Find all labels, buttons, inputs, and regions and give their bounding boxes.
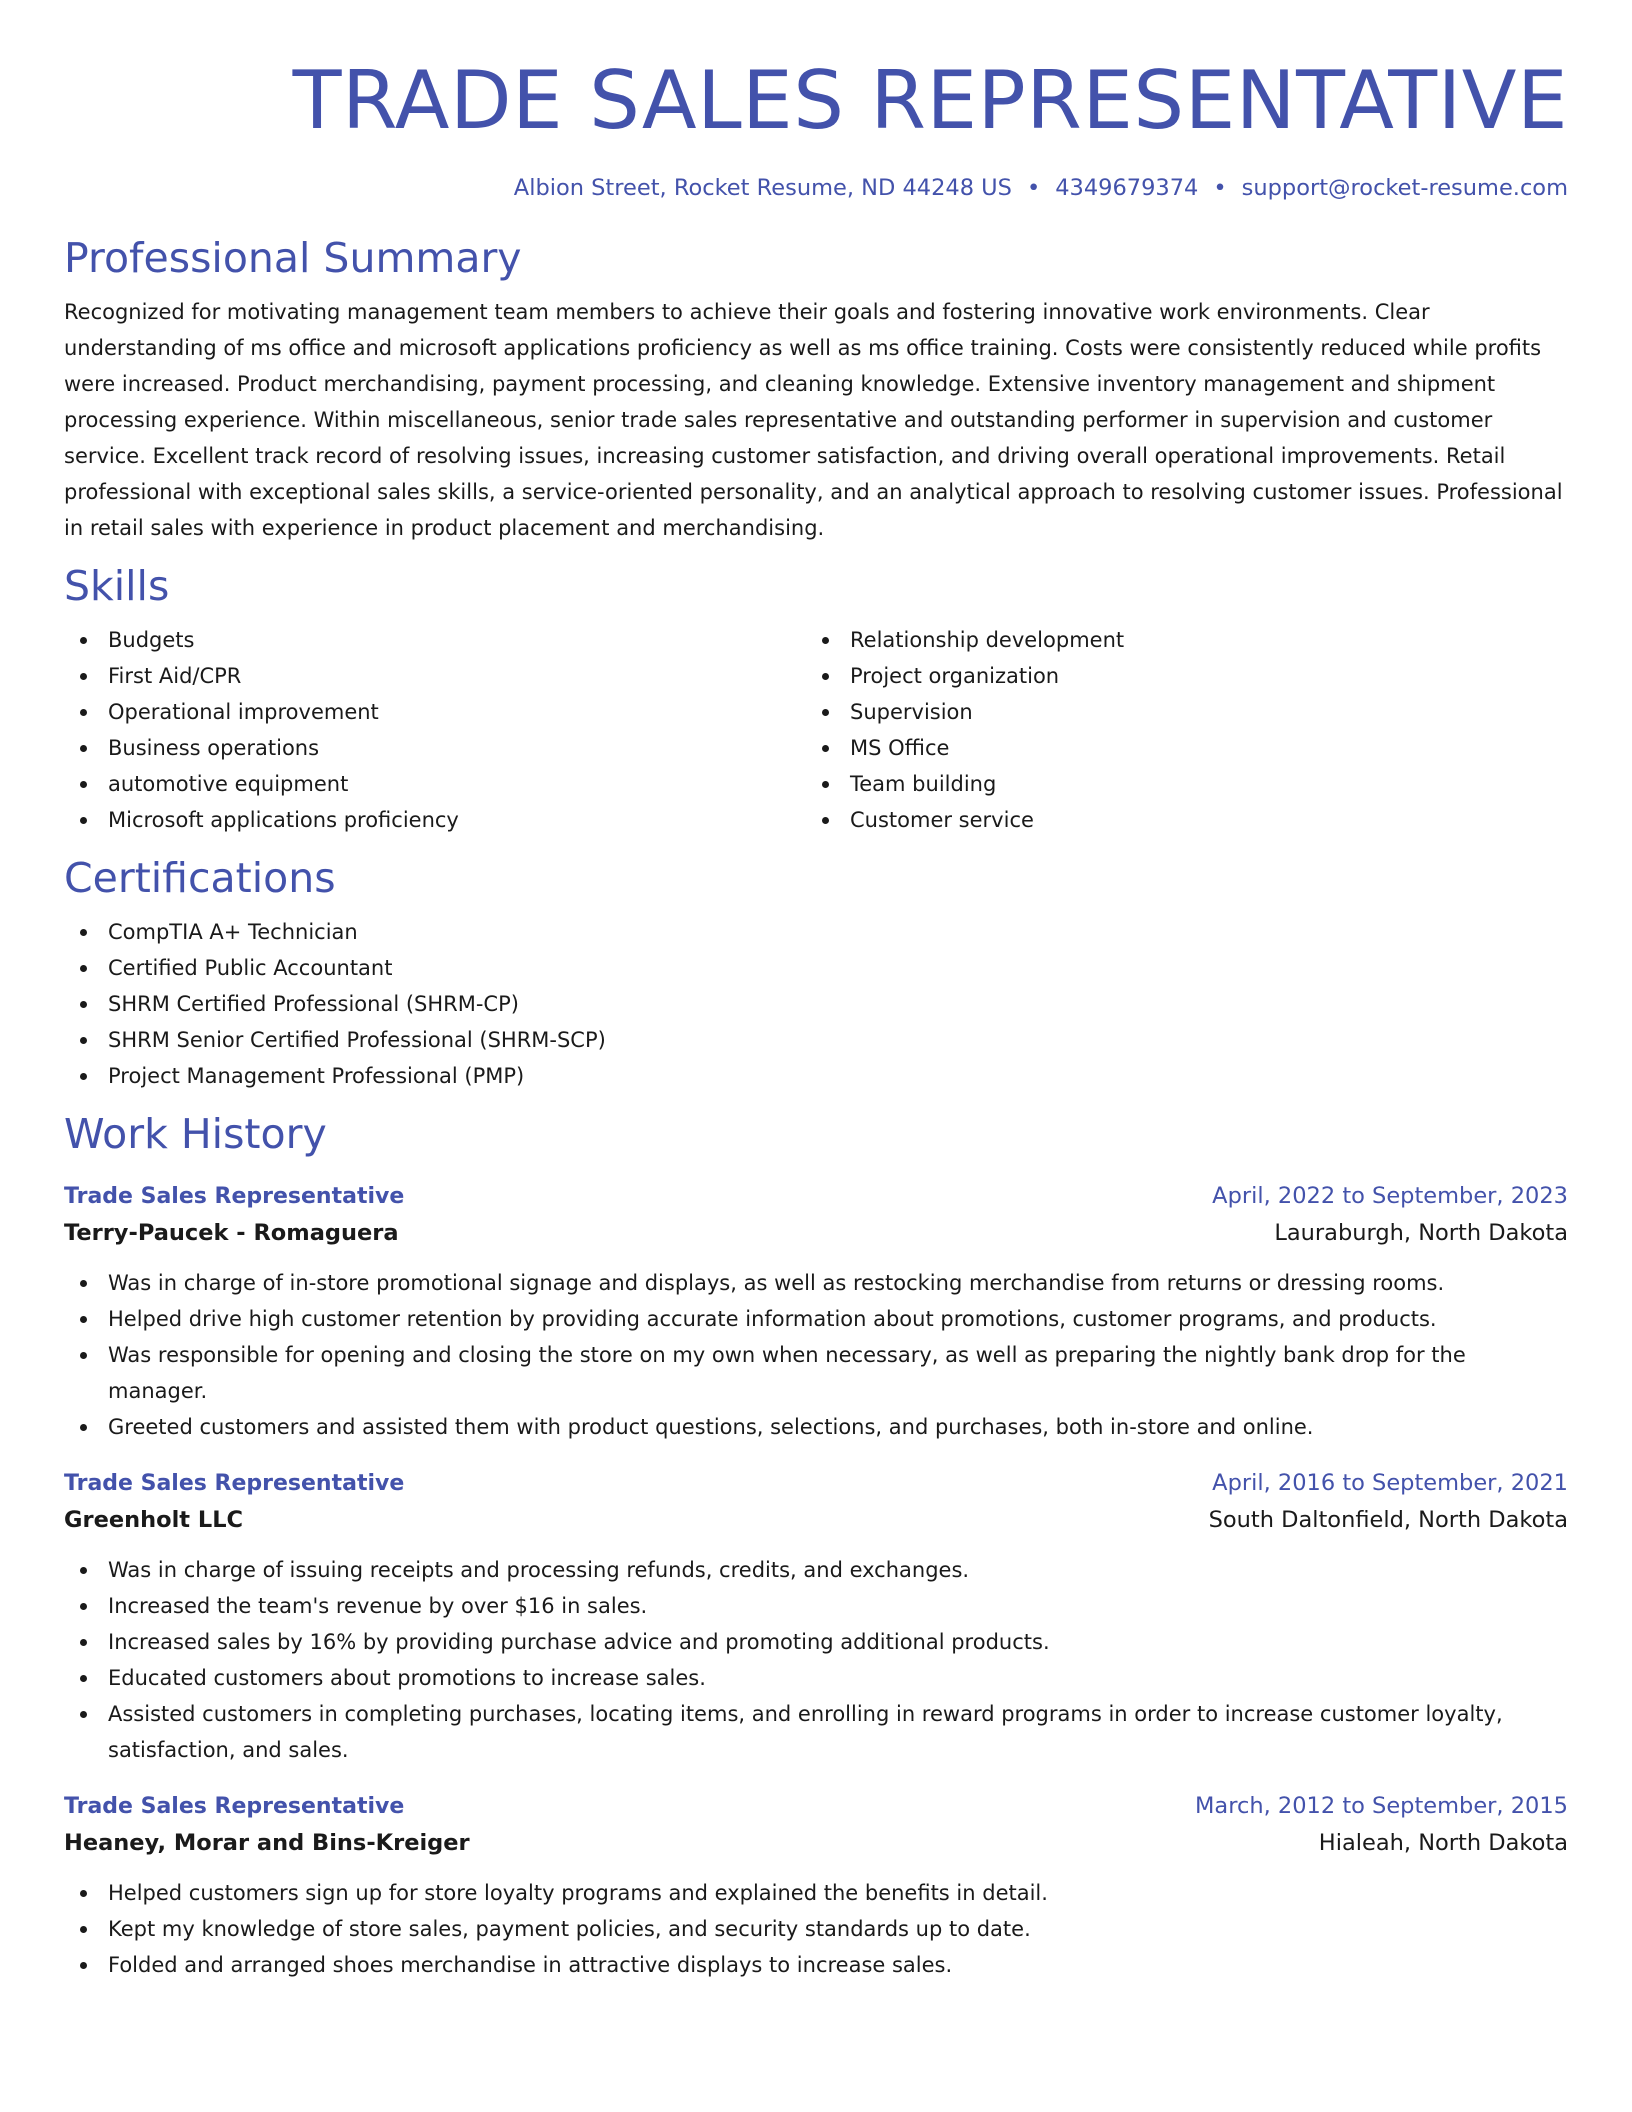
- skill-item: Relationship development: [806, 622, 1548, 658]
- job-header-row: [64, 1180, 1568, 1213]
- certification-item: SHRM Certified Professional (SHRM-CP): [64, 986, 1568, 1022]
- job-dates: April, 2016 to September, 2021: [1212, 1470, 1568, 1496]
- skill-item: Business operations: [64, 730, 806, 766]
- certification-item: SHRM Senior Certified Professional (SHRM-SCP): [64, 1022, 1568, 1058]
- resume-name: TRADE SALES REPRESENTATIVE: [292, 54, 1568, 147]
- job-bullet: Increased the team's revenue by over $16 in sales.: [64, 1588, 1568, 1624]
- skill-item: First Aid/CPR: [64, 658, 806, 694]
- skills-column-right: [806, 622, 1548, 838]
- contact-phone: 4349679374: [1055, 175, 1199, 201]
- certification-item: Certified Public Accountant: [64, 950, 1568, 986]
- skill-item: Operational improvement: [64, 694, 806, 730]
- summary-text: Recognized for motivating management team members to achieve their goals and fostering innovative work environments. Clear understanding of ms office and microsoft applications proficiency as well as ms office training. Costs were consistently reduced while profits were increased. Product merchandising, payment processing, and cleaning knowledge. Extensive inventory management and shipment processing experience. Within miscellaneous, senior trade sales representative and outstanding performer in supervision and customer service. Excellent track record of resolving issues, increasing customer satisfaction, and driving overall operational improvements. Retail professional with exceptional sales skills, a service-oriented personality, and an analytical approach to resolving customer issues. Professional in retail sales with experience in product placement and merchandising.: [64, 300, 1563, 540]
- contact-separator: •: [1026, 175, 1041, 201]
- job-bullets: [64, 1265, 1568, 1445]
- skills-list-right: [806, 622, 1548, 838]
- skill-item: Microsoft applications proficiency: [64, 802, 806, 838]
- job-dates: April, 2022 to September, 2023: [1212, 1183, 1568, 1209]
- job-bullet: Helped drive high customer retention by providing accurate information about promotions, customer programs, and products.: [64, 1301, 1568, 1337]
- job-bullet: Helped customers sign up for store loyalty programs and explained the benefits in detail.: [64, 1875, 1568, 1911]
- job-entry: [64, 1180, 1568, 1445]
- job-bullet: Was in charge of in-store promotional signage and displays, as well as restocking merchandise from returns or dressing rooms.: [64, 1265, 1568, 1301]
- contact-line: [64, 172, 1568, 204]
- job-title: Trade Sales Representative: [64, 1471, 405, 1496]
- job-company-row: [64, 1500, 1568, 1540]
- contact-address: Albion Street, Rocket Resume, ND 44248 US: [513, 175, 1012, 201]
- skills-section: [64, 560, 1568, 838]
- job-entry: [64, 1467, 1568, 1768]
- job-company-row: [64, 1823, 1568, 1863]
- contact-separator: •: [1213, 175, 1227, 201]
- job-bullet: Folded and arranged shoes merchandise in attractive displays to increase sales.: [64, 1947, 1568, 1983]
- job-entry: [64, 1790, 1568, 1983]
- skills-title: Skills: [64, 562, 170, 610]
- contact-email[interactable]: support@rocket-resume.com: [1241, 175, 1568, 201]
- job-bullet: Kept my knowledge of store sales, payment policies, and security standards up to date.: [64, 1911, 1568, 1947]
- summary-section: [64, 232, 1568, 546]
- skills-grid: [64, 622, 1568, 838]
- job-bullet: Was in charge of issuing receipts and processing refunds, credits, and exchanges.: [64, 1552, 1568, 1588]
- job-location: South Daltonfield, North Dakota: [1208, 1507, 1568, 1533]
- skill-item: Customer service: [806, 802, 1548, 838]
- job-title: Trade Sales Representative: [64, 1184, 405, 1209]
- skill-item: automotive equipment: [64, 766, 806, 802]
- skills-list-left: [64, 622, 806, 838]
- job-company: Terry-Paucek - Romaguera: [64, 1220, 399, 1246]
- work-history-title: Work History: [64, 1110, 327, 1158]
- job-title: Trade Sales Representative: [64, 1794, 405, 1819]
- certifications-list: [64, 914, 1568, 1094]
- certifications-title: Certifications: [64, 854, 336, 902]
- certification-item: CompTIA A+ Technician: [64, 914, 1568, 950]
- job-header-row: [64, 1467, 1568, 1500]
- skills-column-left: [64, 622, 806, 838]
- work-history-section: [64, 1108, 1568, 1983]
- certification-item: Project Management Professional (PMP): [64, 1058, 1568, 1094]
- skill-item: Team building: [806, 766, 1548, 802]
- job-bullets: [64, 1552, 1568, 1768]
- skill-item: MS Office: [806, 730, 1548, 766]
- job-bullet: Assisted customers in completing purchases, locating items, and enrolling in reward programs in order to increase customer loyalty, satisfaction, and sales.: [64, 1696, 1568, 1768]
- job-dates: March, 2012 to September, 2015: [1195, 1793, 1568, 1819]
- job-bullets: [64, 1875, 1568, 1983]
- job-location: Lauraburgh, North Dakota: [1274, 1220, 1568, 1246]
- job-company: Heaney, Morar and Bins-Kreiger: [64, 1830, 470, 1856]
- skill-item: Project organization: [806, 658, 1548, 694]
- job-bullet: Educated customers about promotions to increase sales.: [64, 1660, 1568, 1696]
- job-company-row: [64, 1213, 1568, 1253]
- job-header-row: [64, 1790, 1568, 1823]
- summary-title: Professional Summary: [64, 234, 522, 282]
- job-company: Greenholt LLC: [64, 1507, 244, 1533]
- job-location: Hialeah, North Dakota: [1318, 1830, 1568, 1856]
- job-bullet: Increased sales by 16% by providing purchase advice and promoting additional products.: [64, 1624, 1568, 1660]
- job-bullet: Was responsible for opening and closing the store on my own when necessary, as well as preparing the nightly bank drop for the manager.: [64, 1337, 1568, 1409]
- certifications-section: [64, 852, 1568, 1094]
- resume-header: [64, 0, 1568, 204]
- skill-item: Budgets: [64, 622, 806, 658]
- job-bullet: Greeted customers and assisted them with product questions, selections, and purchases, both in-store and online.: [64, 1409, 1568, 1445]
- skill-item: Supervision: [806, 694, 1548, 730]
